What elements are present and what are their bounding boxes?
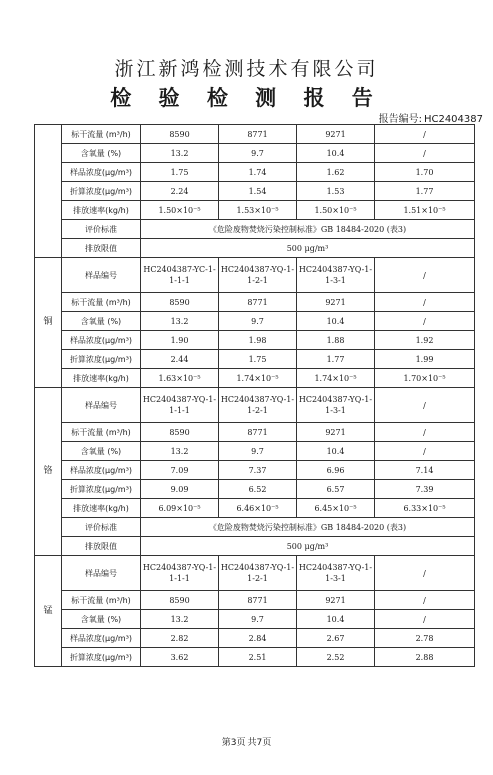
cell: / (375, 442, 475, 461)
row-label: 样品浓度(μg/m³) (62, 163, 141, 182)
cell: 1.74×10⁻⁵ (297, 369, 375, 388)
cell: / (375, 144, 475, 163)
row-label: 折算浓度(μg/m³) (62, 648, 141, 667)
cell: 13.2 (141, 144, 219, 163)
table-row (35, 220, 475, 239)
cell: 9.7 (219, 312, 297, 331)
table-row (35, 388, 475, 423)
cell: 7.14 (375, 461, 475, 480)
group-cell-copper: 铜 (35, 258, 62, 388)
cell: 2.88 (375, 648, 475, 667)
row-label: 折算浓度(μg/m³) (62, 350, 141, 369)
page-total: 共7页 (247, 738, 272, 748)
row-label: 含氧量 (%) (62, 312, 141, 331)
table-row (35, 201, 475, 220)
cell: 8590 (141, 591, 219, 610)
table-row (35, 537, 475, 556)
row-label: 标干流量 (m³/h) (62, 125, 141, 144)
results-table (34, 124, 475, 667)
table-row (35, 331, 475, 350)
cell: 6.57 (297, 480, 375, 499)
row-label: 标干流量 (m³/h) (62, 591, 141, 610)
cell: / (375, 610, 475, 629)
table-row (35, 556, 475, 591)
row-label: 标干流量 (m³/h) (62, 293, 141, 312)
row-label: 样品编号 (62, 258, 141, 293)
table-row (35, 610, 475, 629)
cell: 1.70 (375, 163, 475, 182)
table-row (35, 258, 475, 293)
cell: / (375, 556, 475, 591)
cell: 10.4 (297, 442, 375, 461)
table-row (35, 461, 475, 480)
cell: 1.98 (219, 331, 297, 350)
cell: 2.24 (141, 182, 219, 201)
cell: 1.99 (375, 350, 475, 369)
cell: 9271 (297, 591, 375, 610)
cell: 2.84 (219, 629, 297, 648)
cell: / (375, 388, 475, 423)
cell: 1.50×10⁻⁵ (141, 201, 219, 220)
cell: 1.53×10⁻⁵ (219, 201, 297, 220)
cell: 1.77 (297, 350, 375, 369)
group-cell-chromium: 铬 (35, 388, 62, 556)
report-number-value: HC2404387 (423, 114, 483, 125)
cell: 9.7 (219, 442, 297, 461)
table-row (35, 144, 475, 163)
cell: 2.67 (297, 629, 375, 648)
cell: HC2404387-YQ-1-1-2-1 (219, 388, 297, 423)
table-row (35, 423, 475, 442)
cell: 9271 (297, 125, 375, 144)
cell: 2.78 (375, 629, 475, 648)
cell: 1.92 (375, 331, 475, 350)
cell: 1.75 (141, 163, 219, 182)
row-label: 样品浓度(μg/m³) (62, 331, 141, 350)
cell: 10.4 (297, 312, 375, 331)
table-row (35, 182, 475, 201)
cell: 8590 (141, 423, 219, 442)
table-row (35, 629, 475, 648)
cell: HC2404387-YQ-1-1-2-1 (219, 556, 297, 591)
table-row (35, 163, 475, 182)
cell: 9271 (297, 293, 375, 312)
cell: 7.39 (375, 480, 475, 499)
cell: 8771 (219, 125, 297, 144)
company-name: 浙江新鸿检测技术有限公司 (114, 58, 379, 80)
row-label: 排放限值 (62, 537, 141, 556)
standard-cell: 《危险废物焚烧污染控制标准》GB 18484-2020 (表3) (141, 518, 475, 537)
cell: 2.44 (141, 350, 219, 369)
cell: 6.52 (219, 480, 297, 499)
cell: 6.46×10⁻⁵ (219, 499, 297, 518)
row-label: 样品编号 (62, 388, 141, 423)
page-number: 第3页 (221, 738, 246, 748)
cell: 1.63×10⁻⁵ (141, 369, 219, 388)
report-title: 检 验 检 测 报 告 (110, 86, 383, 110)
cell: 1.88 (297, 331, 375, 350)
cell: 9.09 (141, 480, 219, 499)
group-cell-manganese: 锰 (35, 556, 62, 667)
cell: 1.74 (219, 163, 297, 182)
cell: HC2404387-YQ-1-1-3-1 (297, 388, 375, 423)
cell: 13.2 (141, 312, 219, 331)
cell: 7.09 (141, 461, 219, 480)
cell: 9271 (297, 423, 375, 442)
cell: 8590 (141, 293, 219, 312)
row-label: 排放速率(kg/h) (62, 499, 141, 518)
cell: 1.53 (297, 182, 375, 201)
cell: HC2404387-YQ-1-1-1-1 (141, 388, 219, 423)
table-row (35, 293, 475, 312)
cell: 10.4 (297, 144, 375, 163)
page-footer (0, 735, 493, 748)
cell: 1.75 (219, 350, 297, 369)
cell: 8590 (141, 125, 219, 144)
row-label: 评价标准 (62, 518, 141, 537)
row-label: 评价标准 (62, 220, 141, 239)
cell: HC2404387-YQ-1-1-3-1 (297, 258, 375, 293)
cell: 1.74×10⁻⁵ (219, 369, 297, 388)
row-label: 排放限值 (62, 239, 141, 258)
row-label: 含氧量 (%) (62, 610, 141, 629)
cell: / (375, 293, 475, 312)
cell: HC2404387-YQ-1-1-2-1 (219, 258, 297, 293)
cell: 2.52 (297, 648, 375, 667)
cell: 2.51 (219, 648, 297, 667)
table-row (35, 312, 475, 331)
cell: 8771 (219, 293, 297, 312)
limit-cell: 500 μg/m³ (141, 537, 475, 556)
cell: HC2404387-YQ-1-1-3-1 (297, 556, 375, 591)
table-row (35, 499, 475, 518)
cell: 9.7 (219, 610, 297, 629)
cell: 1.70×10⁻⁵ (375, 369, 475, 388)
table-row (35, 591, 475, 610)
cell: / (375, 312, 475, 331)
cell: 13.2 (141, 442, 219, 461)
cell: 6.45×10⁻⁵ (297, 499, 375, 518)
cell: 2.82 (141, 629, 219, 648)
report-number-label: 报告编号: (378, 114, 422, 125)
cell: / (375, 423, 475, 442)
row-label: 样品浓度(μg/m³) (62, 461, 141, 480)
table-row (35, 369, 475, 388)
cell: HC2404387-YC-1-1-1-1 (141, 258, 219, 293)
cell: / (375, 258, 475, 293)
cell: HC2404387-YQ-1-1-1-1 (141, 556, 219, 591)
cell: 8771 (219, 423, 297, 442)
limit-cell: 500 μg/m³ (141, 239, 475, 258)
cell: 6.09×10⁻⁵ (141, 499, 219, 518)
cell: 6.33×10⁻⁵ (375, 499, 475, 518)
cell: 10.4 (297, 610, 375, 629)
report-number (377, 110, 483, 125)
table-row (35, 239, 475, 258)
table-row (35, 648, 475, 667)
cell: 1.62 (297, 163, 375, 182)
cell: 1.51×10⁻⁵ (375, 201, 475, 220)
row-label: 排放速率(kg/h) (62, 201, 141, 220)
cell: 7.37 (219, 461, 297, 480)
row-label: 标干流量 (m³/h) (62, 423, 141, 442)
row-label: 样品浓度(μg/m³) (62, 629, 141, 648)
cell: 6.96 (297, 461, 375, 480)
row-label: 样品编号 (62, 556, 141, 591)
row-label: 含氧量 (%) (62, 442, 141, 461)
standard-cell: 《危险废物焚烧污染控制标准》GB 18484-2020 (表3) (141, 220, 475, 239)
cell: 1.90 (141, 331, 219, 350)
table-row (35, 442, 475, 461)
cell: 9.7 (219, 144, 297, 163)
cell: / (375, 125, 475, 144)
table-row (35, 125, 475, 144)
row-label: 排放速率(kg/h) (62, 369, 141, 388)
cell: 1.77 (375, 182, 475, 201)
cell: 3.62 (141, 648, 219, 667)
group-cell (35, 125, 62, 258)
row-label: 含氧量 (%) (62, 144, 141, 163)
table-row (35, 480, 475, 499)
table-row (35, 350, 475, 369)
row-label: 折算浓度(μg/m³) (62, 182, 141, 201)
cell: 1.50×10⁻⁵ (297, 201, 375, 220)
cell: 1.54 (219, 182, 297, 201)
cell: 8771 (219, 591, 297, 610)
cell: 13.2 (141, 610, 219, 629)
cell: / (375, 591, 475, 610)
table-row (35, 518, 475, 537)
row-label: 折算浓度(μg/m³) (62, 480, 141, 499)
